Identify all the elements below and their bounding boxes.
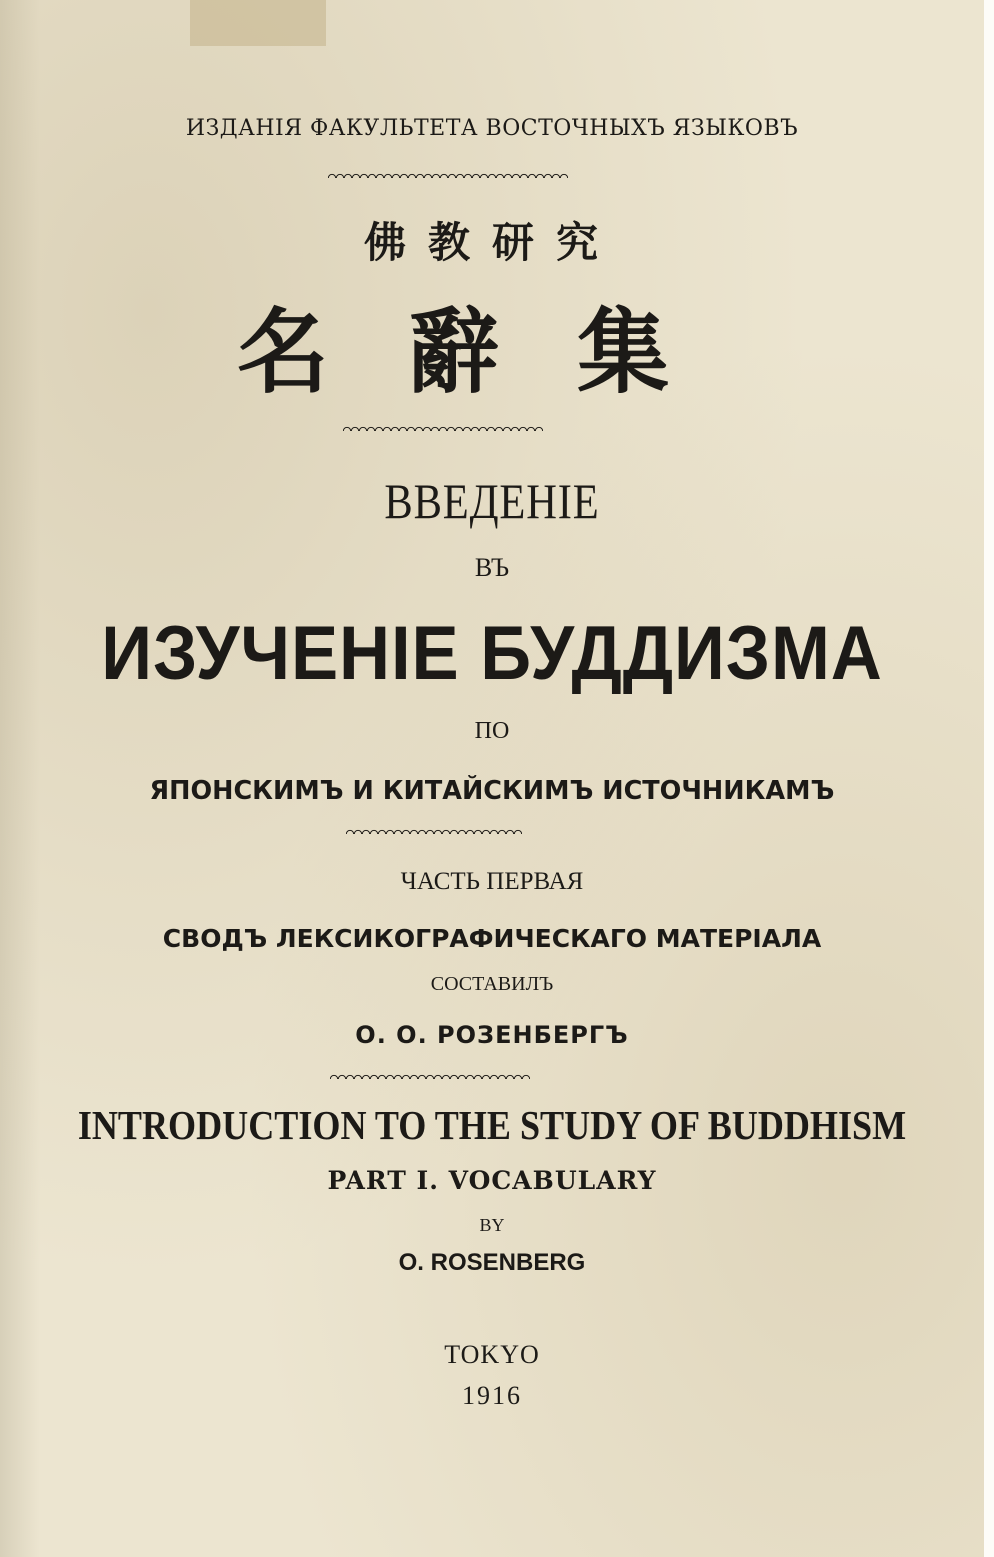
cjk-subtitle: 佛教研究 [363,218,620,267]
divider-4 [330,1071,530,1079]
part-label: ЧАСТЬ ПЕРВАЯ [400,868,584,895]
divider-2 [343,423,543,431]
publisher-line: ИЗДАНІЯ ФАКУЛЬТЕТА ВОСТОЧНЫХЪ ЯЗЫКОВЪ [185,116,799,141]
city: TOKYO [444,1340,540,1369]
title-line-po: ПО [474,718,510,744]
english-title: INTRODUCTION TO THE STUDY OF BUDDHISM [77,1102,907,1148]
part-title: СВОДЪ ЛЕКСИКОГРАФИЧЕСКАГО МАТЕРІАЛА [162,924,822,953]
title-line-vvedenie: ВВЕДЕНІЕ [384,473,600,529]
year: 1916 [462,1381,522,1410]
divider-1 [328,170,568,178]
english-by: BY [479,1215,505,1235]
english-part: PART I. VOCABULARY [327,1166,657,1195]
sources-line: ЯПОНСКИМЪ И КИТАЙСКИМЪ ИСТОЧНИКАМЪ [149,776,835,806]
author-en: O. ROSENBERG [398,1249,586,1276]
paper-stain [190,0,326,46]
main-title: ИЗУЧЕНІЕ БУДДИЗМА [101,611,883,696]
title-line-v: ВЪ [474,553,510,582]
divider-3 [346,826,522,834]
author-ru: О. О. РОЗЕНБЕРГЪ [355,1021,629,1049]
compiled-by: СОСТАВИЛЪ [430,973,554,995]
cjk-title: 名辭集 [236,298,747,406]
